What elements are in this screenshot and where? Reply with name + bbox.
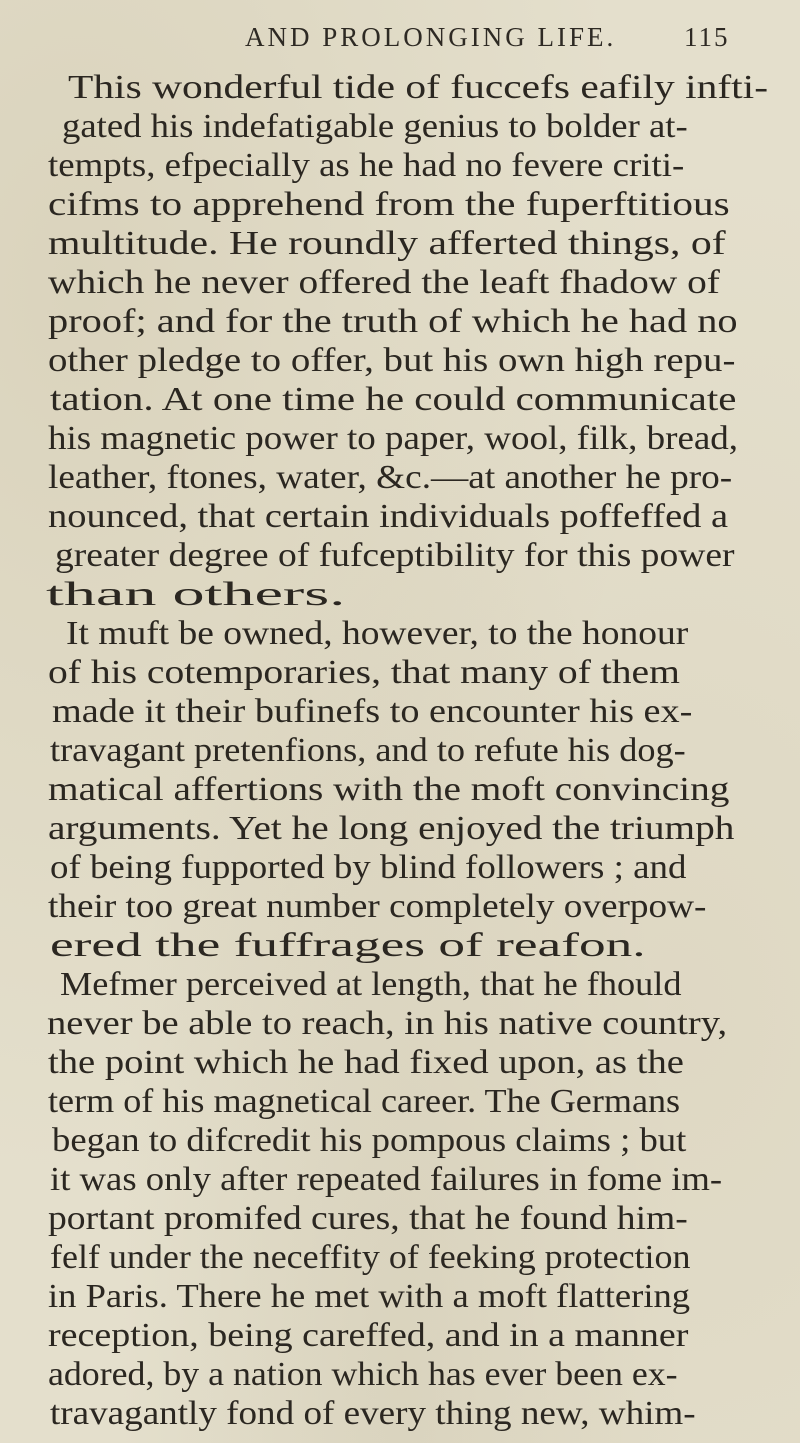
text-line: cifms to apprehend from the fuperftitious bbox=[48, 186, 730, 223]
text-line: greater degree of fufceptibility for this power bbox=[55, 537, 735, 574]
page-header bbox=[0, 14, 800, 58]
text-line: adored, by a nation which has ever been ex- bbox=[48, 1356, 678, 1393]
text-line: his magnetic power to paper, wool, filk, bread, bbox=[48, 420, 739, 457]
text-line: it was only after repeated failures in fome im- bbox=[50, 1161, 723, 1198]
text-line: than others. bbox=[46, 576, 346, 613]
text-line: It muft be owned, however, to the honour bbox=[66, 615, 689, 652]
text-line: ered the fuffrages of reafon. bbox=[50, 927, 646, 964]
text-line: other pledge to offer, but his own high repu- bbox=[48, 342, 736, 379]
text-line: of being fupported by blind followers ; and bbox=[50, 849, 687, 886]
text-line: proof; and for the truth of which he had no bbox=[48, 303, 738, 340]
text-line: felf under the neceffity of feeking protection bbox=[50, 1239, 691, 1276]
text-line: portant promifed cures, that he found him- bbox=[48, 1200, 688, 1237]
text-line: tempts, efpecially as he had no fevere criti- bbox=[48, 147, 685, 184]
text-line: multitude. He roundly afferted things, of bbox=[48, 225, 726, 262]
text-line: of his cotemporaries, that many of them bbox=[48, 654, 680, 691]
text-line: began to difcredit his pompous claims ; but bbox=[52, 1122, 687, 1159]
text-line: the point which he had fixed upon, as the bbox=[48, 1044, 684, 1081]
page-number: 115 bbox=[684, 22, 730, 52]
text-line: nounced, that certain individuals poffeffed a bbox=[48, 498, 729, 535]
text-line: in Paris. There he met with a moft flattering bbox=[48, 1278, 691, 1315]
text-line: term of his magnetical career. The Germans bbox=[48, 1083, 681, 1120]
text-line: Mefmer perceived at length, that he fhould bbox=[60, 966, 682, 1003]
text-line: arguments. Yet he long enjoyed the triumph bbox=[48, 810, 735, 847]
text-line: matical affertions with the moft convincing bbox=[48, 771, 730, 808]
text-line: travagantly fond of every thing new, whim- bbox=[50, 1395, 696, 1432]
text-line: travagant pretenfions, and to refute his dog- bbox=[50, 732, 686, 769]
text-line: never be able to reach, in his native country, bbox=[47, 1005, 728, 1042]
text-line: their too great number completely overpow- bbox=[48, 888, 707, 925]
text-line: tation. At one time he could communicate bbox=[50, 381, 737, 418]
text-line: made it their bufinefs to encounter his ex- bbox=[52, 693, 693, 730]
running-head: AND PROLONGING LIFE. bbox=[245, 22, 617, 52]
text-line: gated his indefatigable genius to bolder at- bbox=[62, 108, 688, 145]
text-line: This wonderful tide of fuccefs eafily infti- bbox=[68, 69, 769, 106]
text-line: leather, ftones, water, &c.—at another he pro- bbox=[48, 459, 733, 496]
text-line: which he never offered the leaft fhadow of bbox=[48, 264, 720, 301]
text-line: reception, being careffed, and in a manner bbox=[48, 1317, 689, 1354]
